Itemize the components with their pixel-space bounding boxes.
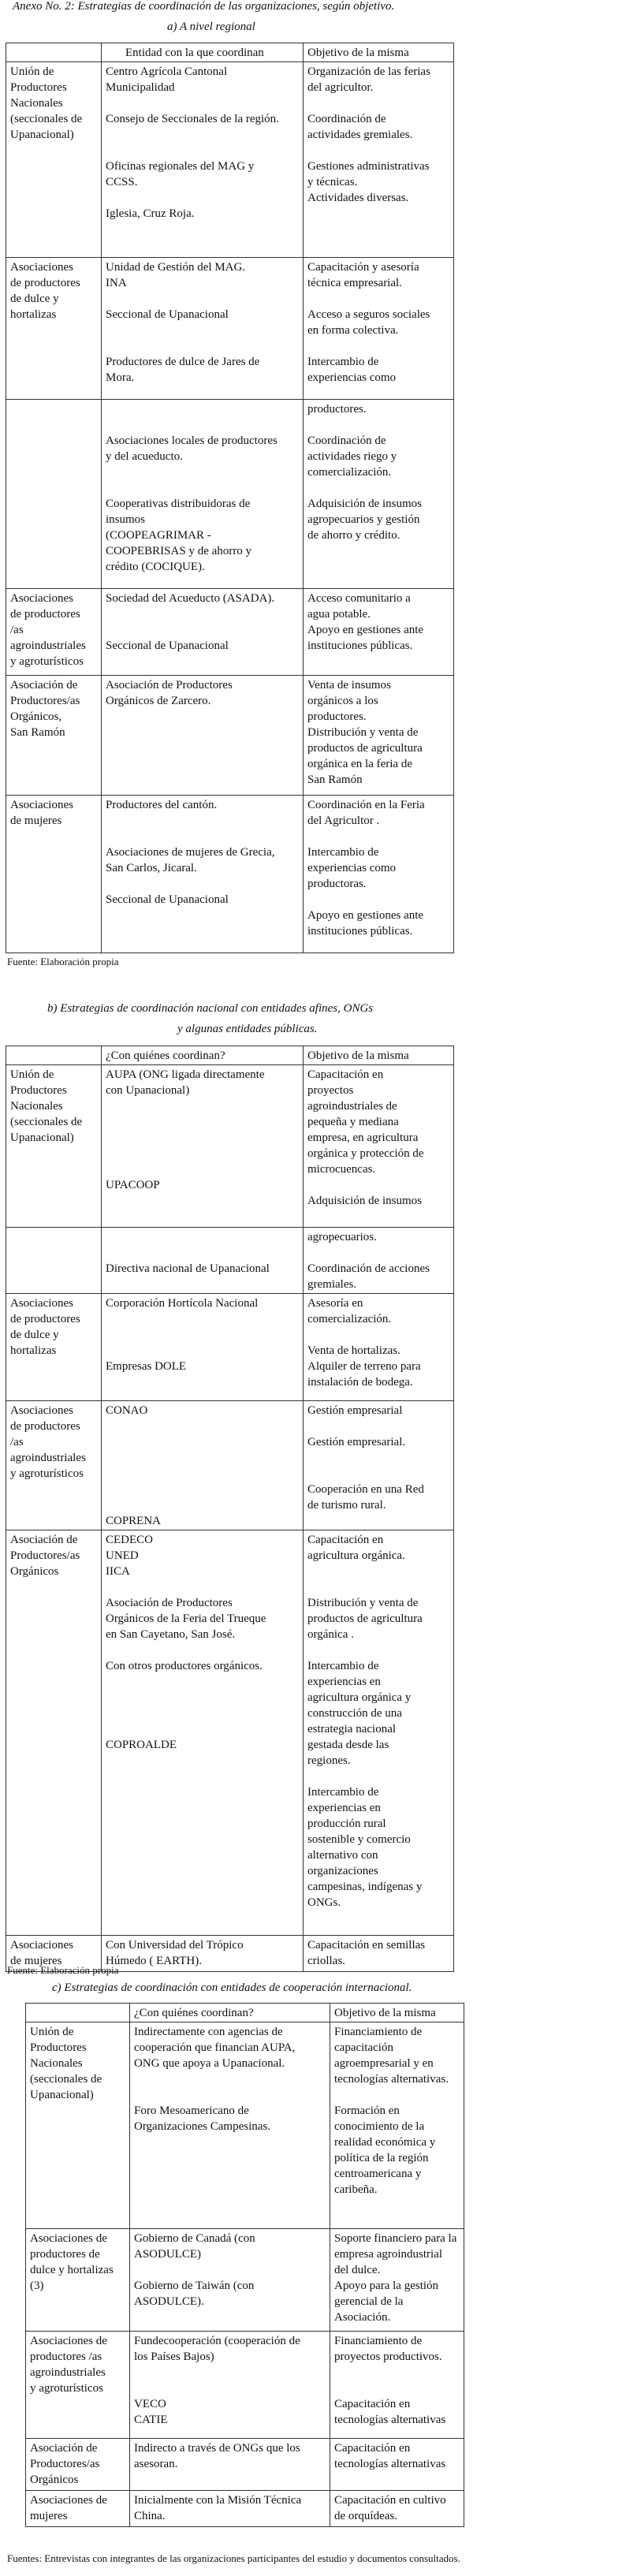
objective-cell: Acceso comunitario a agua potable. Apoyo en gestiones ante instituciones públicas. (307, 592, 424, 652)
entity-cell: Corporación Hortícola Nacional (106, 1297, 259, 1310)
objective-cell: Capacitación en tecnologías alternativas (334, 2442, 446, 2470)
objective-cell: Gestión empresarial (307, 1404, 403, 1417)
entity-cell: Unidad de Gestión del MAG. INA (106, 261, 246, 289)
objective-cell: Capacitación en proyectos agroindustriales de pequeña y mediana empresa, en agricultura orgánica y protección de microcuencas. (307, 1068, 424, 1176)
objective-cell: Coordinación de acciones gremiales. (307, 1262, 430, 1291)
header-org (6, 1046, 102, 1065)
objective-cell: Acceso a seguros sociales en forma colectiva. (307, 308, 430, 337)
header-entity: Entidad con la que coordinan (102, 43, 304, 62)
entity-cell: Gobierno de Taiwán (con ASODULCE). (134, 2280, 255, 2308)
objective-cell: productores. (307, 403, 367, 416)
entity-cell: CEDECO UNED IICA (106, 1534, 153, 1578)
table-header-row (6, 43, 454, 62)
table-row (26, 2491, 464, 2527)
entity-cell: Seccional de Upanacional (106, 893, 229, 906)
objective-cell: Distribución y venta de productos de agricultura orgánica . (307, 1597, 423, 1641)
table-row (6, 400, 454, 589)
table-row (26, 2439, 464, 2491)
entity-cell: AUPA (ONG ligada directamente con Upanacional) (106, 1068, 265, 1097)
objective-cell: Capacitación en semillas criollas. (307, 1939, 426, 1967)
header-org (6, 43, 102, 62)
objective-cell: Venta de hortalizas. Alquiler de terreno para instalación de bodega. (307, 1344, 421, 1389)
entity-cell: Sociedad del Acueducto (ASADA). (106, 592, 275, 605)
table-regional (6, 43, 454, 953)
org-name: Asociaciones de mujeres (30, 2494, 107, 2522)
table-row (6, 796, 454, 953)
objective-cell: Capacitación y asesoría técnica empresarial. (307, 261, 419, 289)
annex-title: Anexo No. 2: Estrategias de coordinación de las organizaciones, según objetivo. (13, 0, 395, 13)
objective-cell: Coordinación de actividades riego y comercialización. (307, 434, 397, 479)
entity-cell: Fundecooperación (cooperación de los Países Bajos) (134, 2335, 300, 2363)
objective-cell: Capacitación en cultivo de orquídeas. (334, 2494, 446, 2522)
section-c-heading: c) Estrategias de coordinación con entidades de cooperación internacional. (52, 1981, 412, 1994)
entity-cell: Indirecto a través de ONGs que los asesoran. (134, 2442, 300, 2470)
header-objective: Objetivo de la misma (304, 43, 454, 62)
entity-cell: Foro Mesoamericano de Organizaciones Campesinas. (134, 2104, 271, 2133)
objective-cell: Gestiones administrativas y técnicas. Actividades diversas. (307, 160, 430, 204)
objective-cell: Adquisición de insumos agropecuarios y gestión de ahorro y crédito. (307, 498, 422, 542)
entity-cell: Oficinas regionales del MAG y CCSS. (106, 160, 255, 188)
entity-cell: CONAO (106, 1404, 148, 1417)
objective-cell: Intercambio de experiencias como productoras. (307, 846, 397, 890)
entity-cell: Inicialmente con la Misión Técnica China. (134, 2494, 302, 2522)
org-name: Unión de Productores Nacionales (seccionales de Upanacional) (30, 2026, 102, 2101)
objective-cell: agropecuarios. (307, 1231, 377, 1243)
header-entity: ¿Con quiénes coordinan? (130, 2004, 330, 2022)
table-row (6, 1228, 454, 1294)
table-row (26, 2022, 464, 2229)
objective-cell: Intercambio de experiencias como (307, 356, 397, 384)
objective-cell: Soporte financiero para la empresa agroindustrial del dulce. Apoyo para la gestión gerencial de la Asociación. (334, 2232, 457, 2324)
entity-cell: COPRENA (106, 1515, 162, 1527)
table-row (6, 1294, 454, 1401)
table-row (26, 2229, 464, 2332)
org-name: Asociaciones de productores de dulce y hortalizas (10, 1297, 80, 1357)
section-b-heading: b) Estrategias de coordinación nacional con entidades afines, ONGs (47, 1002, 374, 1015)
org-name: Asociaciones de productores /as agroindustriales y agroturísticos (10, 592, 86, 668)
objective-cell: Intercambio de experiencias en producción rural sostenible y comercio alternativo con organizaciones campesinas, indígenas y ONGs. (307, 1786, 423, 1909)
objective-cell: Asesoría en comercialización. (307, 1297, 392, 1325)
org-name: Asociaciones de productores /as agroindustriales y agroturísticos (10, 1404, 86, 1480)
org-name: Unión de Productores Nacionales (seccionales de Upanacional) (10, 65, 83, 141)
entity-cell: Iglesia, Cruz Roja. (106, 207, 195, 220)
objective-cell: Venta de insumos orgánicos a los productores. Distribución y venta de productos de agricultura orgánica en la feria de San Ramón (307, 679, 423, 786)
header-objective: Objetivo de la misma (330, 2004, 464, 2022)
org-name: Asociación de Productores/as Orgánicos, San Ramón (10, 679, 80, 739)
entity-cell: Productores del cantón. (106, 799, 218, 811)
table-row (6, 1401, 454, 1530)
entity-cell: Empresas DOLE (106, 1360, 187, 1373)
objective-cell: Financiamiento de proyectos productivos. (334, 2335, 442, 2363)
table-row (6, 1530, 454, 1936)
objective-cell: Financiamiento de capacitación agroempresarial y en tecnologías alternativas. (334, 2026, 449, 2086)
entity-cell: Con otros productores orgánicos. (106, 1660, 263, 1672)
org-name: Asociaciones de productores /as agroindustriales y agroturísticos (30, 2335, 107, 2395)
section-b-source: Fuente: Elaboración propia (7, 1964, 119, 1976)
section-b-heading-2: y algunas entidades públicas. (177, 1023, 318, 1035)
objective-cell: Cooperación en una Red de turismo rural. (307, 1483, 424, 1512)
org-name: Asociación de Productores/as Orgánicos (10, 1534, 80, 1578)
table-row (6, 676, 454, 796)
table-row (6, 62, 454, 258)
table-header-row (6, 1046, 454, 1065)
section-a-heading: a) A nivel regional (167, 21, 255, 33)
entity-cell: Consejo de Seccionales de la región. (106, 113, 279, 125)
objective-cell: Adquisición de insumos (307, 1195, 422, 1207)
org-name: Unión de Productores Nacionales (seccionales de Upanacional) (10, 1068, 83, 1144)
entity-cell: Indirectamente con agencias de cooperación que financian AUPA, ONG que apoya a Upanacional. (134, 2026, 296, 2070)
org-name: Asociaciones de productores de dulce y hortalizas (10, 261, 80, 321)
org-name: Asociaciones de mujeres (10, 799, 73, 827)
table-national (6, 1046, 454, 1972)
objective-cell: Coordinación en la Feria del Agricultor . (307, 799, 425, 827)
header-objective: Objetivo de la misma (304, 1046, 454, 1065)
objective-cell: Gestión empresarial. (307, 1436, 406, 1448)
entity-cell: Asociaciones de mujeres de Grecia, San Carlos, Jicaral. (106, 846, 275, 874)
entity-cell: Directiva nacional de Upanacional (106, 1262, 270, 1275)
table-row (6, 589, 454, 676)
table-row (6, 258, 454, 400)
entity-cell: VECO CATIE (134, 2398, 168, 2426)
header-entity: ¿Con quiénes coordinan? (102, 1046, 304, 1065)
objective-cell: Intercambio de experiencias en agricultura orgánica y construcción de una estrategia nacional gestada desde las regiones. (307, 1660, 412, 1767)
entity-cell: Cooperativas distribuidoras de insumos (COOPEAGRIMAR - COOPEBRISAS y de ahorro y crédito (COCIQUE). (106, 498, 252, 573)
entity-cell: Asociación de Productores Orgánicos de Zarcero. (106, 679, 233, 707)
section-c-source: Fuentes: Entrevistas con integrantes de las organizaciones participantes del estudio y documentos consultados. (7, 2552, 460, 2564)
objective-cell: Capacitación en agricultura orgánica. (307, 1534, 405, 1562)
table-international (25, 2003, 464, 2527)
entity-cell: Asociaciones locales de productores y del acueducto. (106, 434, 278, 463)
objective-cell: Capacitación en tecnologías alternativas (334, 2398, 446, 2426)
entity-cell: Centro Agrícola Cantonal Municipalidad (106, 65, 228, 94)
header-org (26, 2004, 130, 2022)
table-row (26, 2332, 464, 2439)
table-row (6, 1065, 454, 1228)
entity-cell: Seccional de Upanacional (106, 639, 229, 652)
objective-cell: Organización de las ferias del agricultor. (307, 65, 430, 94)
entity-cell: Asociación de Productores Orgánicos de la Feria del Trueque en San Cayetano, San José. (106, 1597, 266, 1641)
table-header-row (26, 2004, 464, 2022)
org-name: Asociaciones de productores de dulce y hortalizas (3) (30, 2232, 114, 2292)
entity-cell: Con Universidad del Trópico Húmedo ( EARTH). (106, 1939, 244, 1967)
objective-cell: Formación en conocimiento de la realidad económica y política de la región centroamericana y caribeña. (334, 2104, 436, 2196)
org-name: Asociación de Productores/as Orgánicos (30, 2442, 100, 2486)
section-a-source: Fuente: Elaboración propia (7, 956, 119, 967)
objective-cell: Coordinación de actividades gremiales. (307, 113, 413, 141)
objective-cell: Apoyo en gestiones ante instituciones públicas. (307, 909, 424, 938)
entity-cell: UPACOOP (106, 1179, 160, 1191)
entity-cell: COPROALDE (106, 1739, 177, 1751)
entity-cell: Gobierno de Canadá (con ASODULCE) (134, 2232, 255, 2261)
entity-cell: Productores de dulce de Jares de Mora. (106, 356, 260, 384)
entity-cell: Seccional de Upanacional (106, 308, 229, 321)
org-name: Asociaciones de mujeres (10, 1939, 73, 1967)
